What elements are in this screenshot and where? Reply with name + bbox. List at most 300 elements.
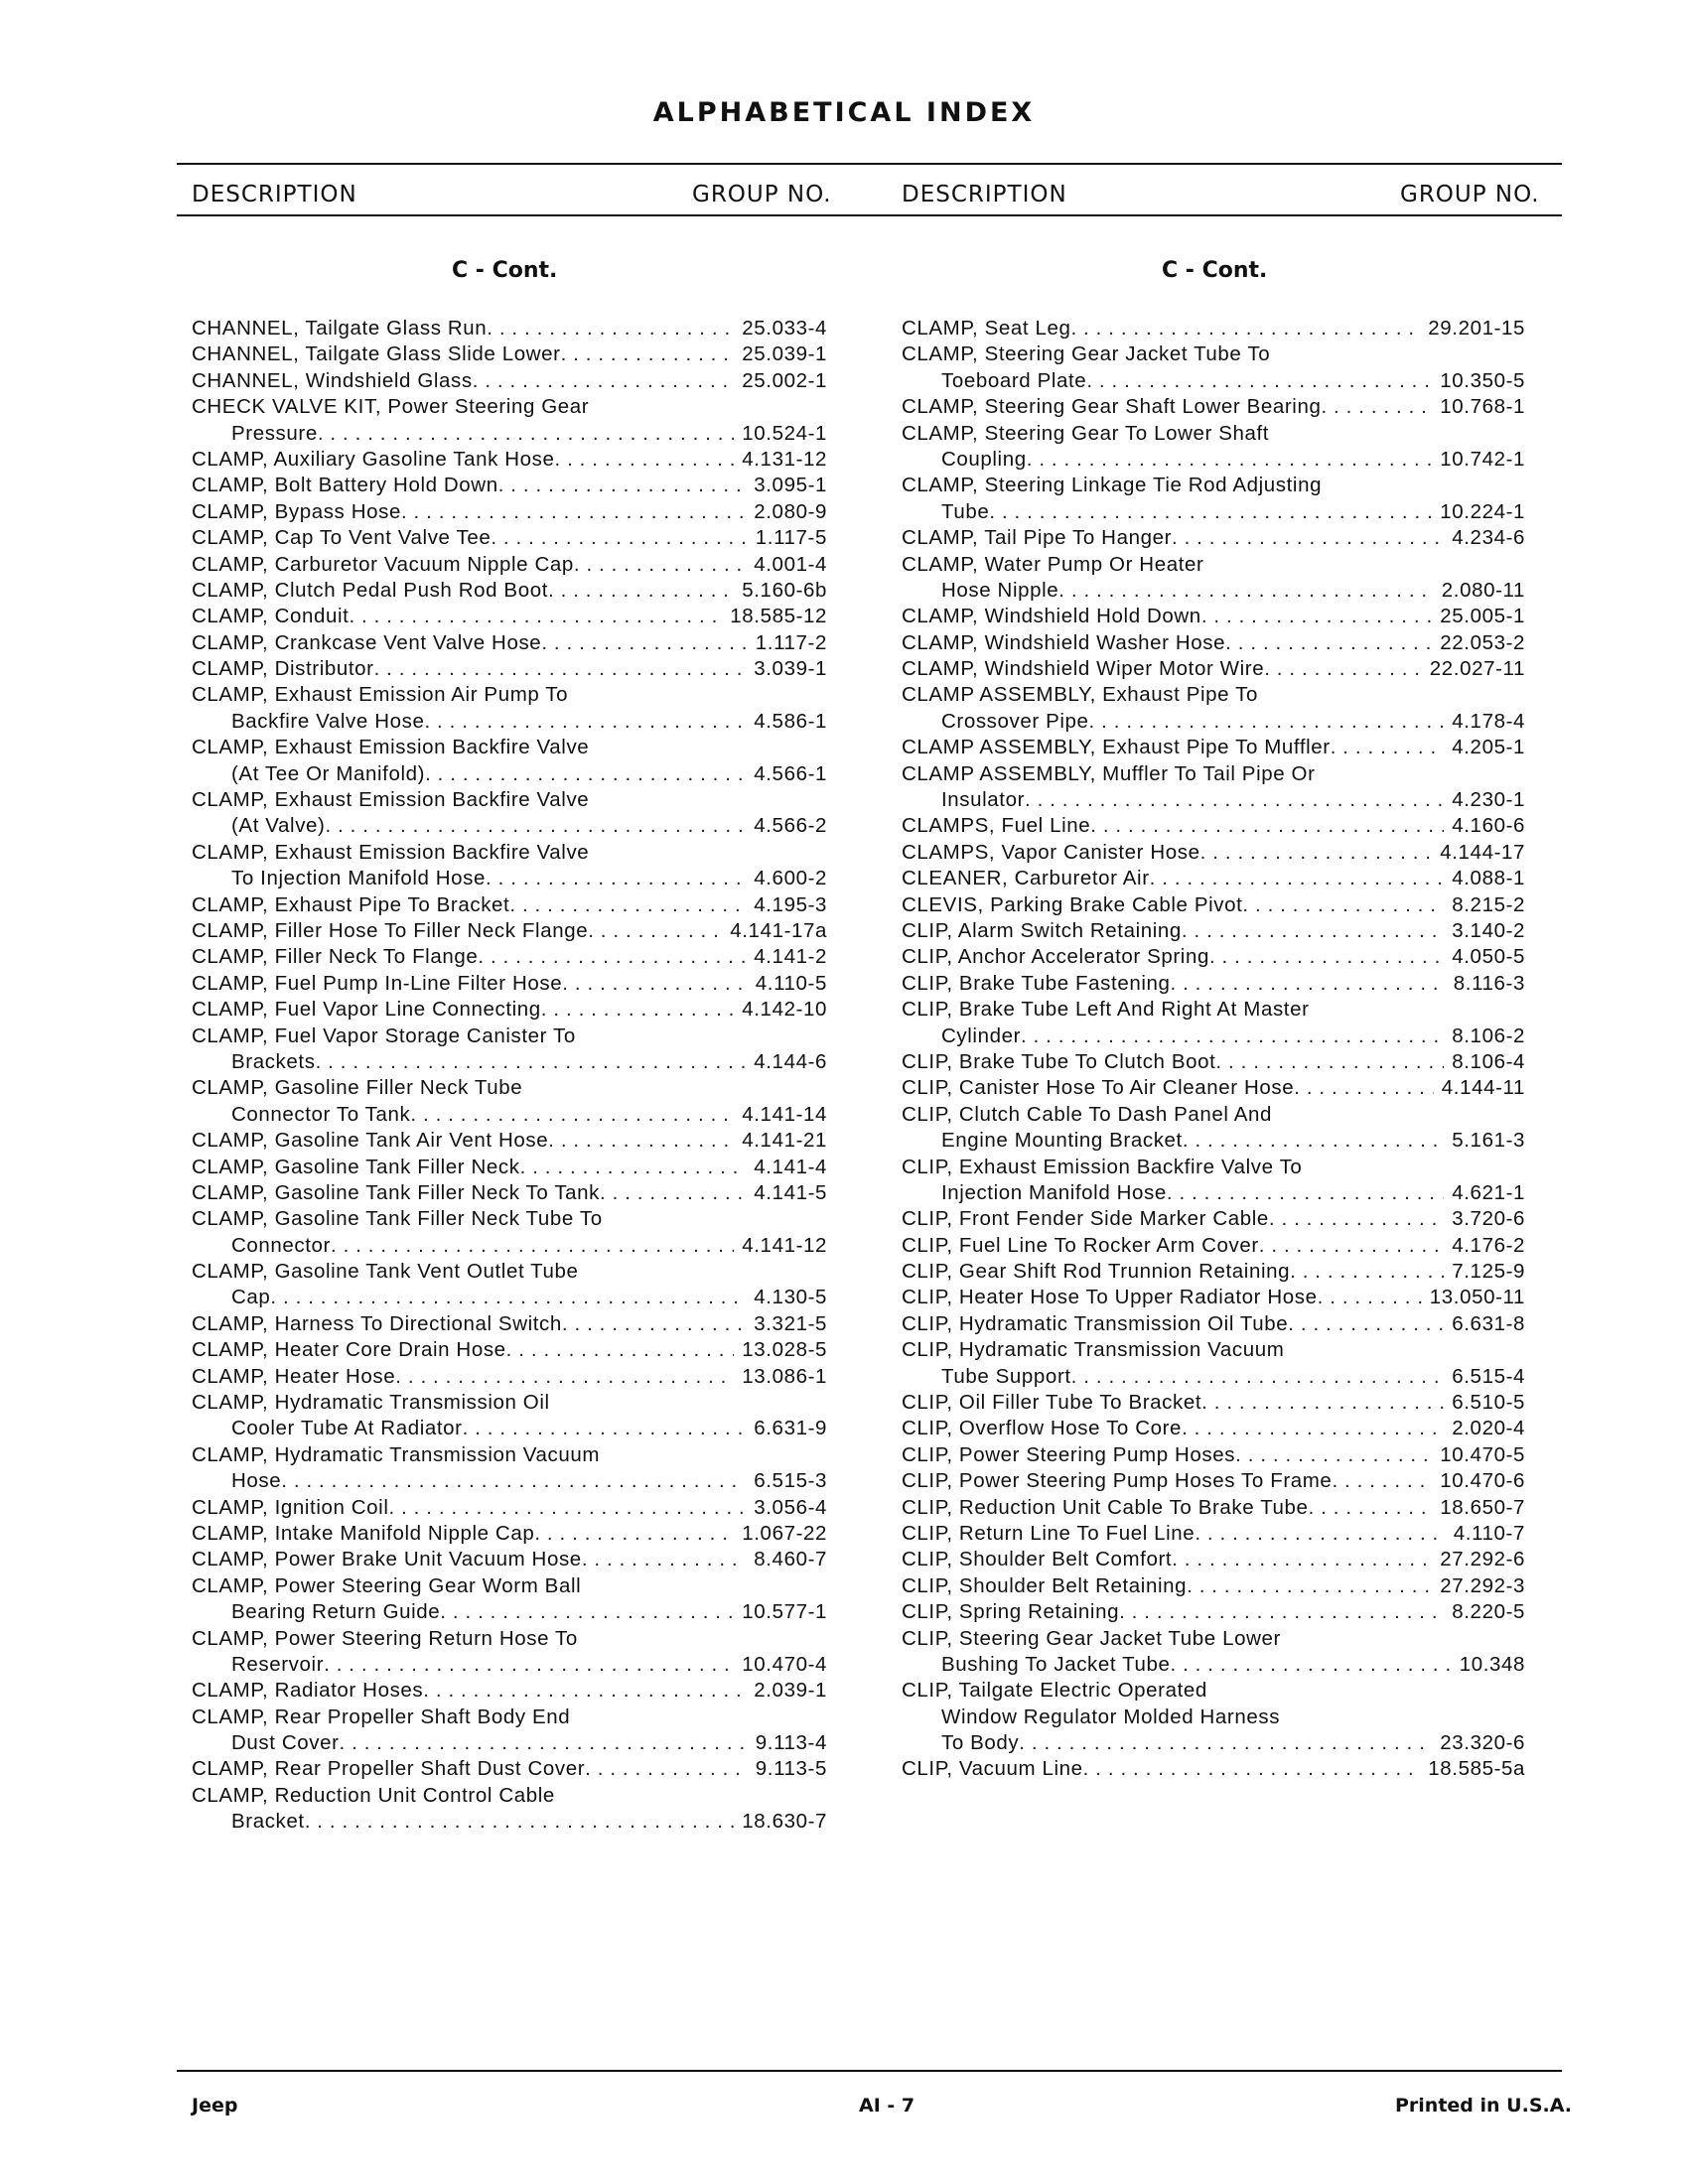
- entry-description: CLAMP, Bolt Battery Hold Down: [192, 474, 498, 497]
- entry-description: CLAMP, Rear Propeller Shaft Body End: [192, 1705, 571, 1728]
- entry-description: CLAMP, Auxiliary Gasoline Tank Hose: [192, 447, 555, 471]
- dot-leader: [1070, 316, 1420, 341]
- dot-leader: [340, 1730, 748, 1756]
- index-entry-line: [192, 866, 827, 891]
- entry-description: CLIP, Oil Filler Tube To Bracket: [902, 1391, 1202, 1415]
- index-entry-line: [192, 1783, 827, 1809]
- entry-description: CLEVIS, Parking Brake Cable Pivot: [902, 892, 1243, 916]
- entry-group-number: 18.585-12: [730, 605, 827, 628]
- dot-leader: [1083, 1756, 1421, 1782]
- index-entry: [192, 1756, 827, 1782]
- entry-group-number: 18.585-5a: [1428, 1757, 1525, 1781]
- index-entry: [902, 1285, 1525, 1310]
- entry-group-number: 4.144-6: [754, 1049, 827, 1073]
- index-entry-line: [902, 656, 1525, 682]
- entry-group-number: 10.470-6: [1440, 1469, 1525, 1493]
- index-entry-line: [192, 604, 827, 629]
- entry-description: Hose: [231, 1469, 282, 1493]
- entry-description: CLAMP, Windshield Wiper Motor Wire: [902, 657, 1265, 681]
- index-entry-line: [192, 1599, 827, 1625]
- index-entry: [902, 997, 1525, 1049]
- index-entry: [192, 1521, 827, 1547]
- entry-group-number: 10.350-5: [1440, 368, 1525, 392]
- index-entry-line: [902, 1468, 1525, 1494]
- index-entry: [902, 1233, 1525, 1259]
- entry-description: Injection Manifold Hose: [941, 1180, 1167, 1204]
- entry-description: Connector To Tank: [231, 1102, 411, 1126]
- entry-group-number: 2.039-1: [754, 1679, 827, 1703]
- dot-leader: [1172, 525, 1444, 551]
- index-entry: [192, 1075, 827, 1128]
- index-entry: [192, 1705, 827, 1757]
- index-entry: [192, 341, 827, 367]
- dot-leader: [395, 1364, 734, 1390]
- entry-description: CLAMP, Gasoline Tank Filler Neck: [192, 1155, 520, 1178]
- index-entry-line: [192, 735, 827, 760]
- index-entry: [192, 971, 827, 997]
- dot-leader: [1215, 1049, 1444, 1075]
- entry-description: CLAMP, Exhaust Emission Backfire Valve: [192, 736, 590, 759]
- entry-description: CLIP, Alarm Switch Retaining: [902, 918, 1182, 942]
- index-entry: [902, 1075, 1525, 1101]
- index-entry-line: [192, 552, 827, 578]
- left-description-header: DESCRIPTION: [192, 182, 357, 207]
- index-entry-line: [902, 1285, 1525, 1310]
- entry-group-number: 4.141-17a: [730, 918, 827, 942]
- entry-description: Cooler Tube At Radiator: [231, 1417, 463, 1440]
- dot-leader: [600, 1180, 746, 1206]
- index-entry-line: [902, 1049, 1525, 1075]
- index-entry: [192, 1364, 827, 1390]
- index-entry: [192, 1155, 827, 1180]
- index-entry: [902, 944, 1525, 970]
- index-entry-line: [902, 1075, 1525, 1101]
- index-entry-line: [902, 944, 1525, 970]
- entry-group-number: 4.088-1: [1452, 867, 1525, 890]
- index-entry-line: [192, 1652, 827, 1678]
- entry-group-number: 9.113-4: [755, 1731, 827, 1755]
- index-entry-line: [192, 473, 827, 498]
- entry-group-number: 3.720-6: [1452, 1207, 1525, 1231]
- index-entry-line: [192, 1730, 827, 1756]
- index-entry: [192, 1024, 827, 1076]
- index-entry: [192, 1573, 827, 1626]
- index-entry-line: [902, 1311, 1525, 1337]
- entry-description: CLIP, Heater Hose To Upper Radiator Hose: [902, 1286, 1318, 1309]
- header-top-rule: [177, 163, 1562, 165]
- index-entry: [902, 1573, 1525, 1599]
- dot-leader: [486, 866, 746, 891]
- entry-group-number: 3.140-2: [1452, 918, 1525, 942]
- entry-description: CLAMP, Exhaust Pipe To Bracket: [192, 892, 510, 916]
- dot-leader: [509, 892, 746, 918]
- entry-description: Tube: [941, 499, 990, 523]
- entry-group-number: 22.053-2: [1440, 630, 1525, 654]
- dot-leader: [1235, 1442, 1432, 1468]
- entry-description: CHANNEL, Tailgate Glass Slide Lower: [192, 342, 561, 366]
- entry-group-number: 10.470-5: [1440, 1442, 1525, 1466]
- index-entry-line: [902, 1521, 1525, 1547]
- entry-description: CLAMP, Carburetor Vacuum Nipple Cap: [192, 552, 574, 576]
- index-entry-line: [902, 735, 1525, 760]
- entry-group-number: 4.160-6: [1452, 814, 1525, 838]
- index-entry: [902, 341, 1525, 394]
- entry-description: CLIP, Brake Tube Left And Right At Master: [902, 998, 1310, 1022]
- entry-description: CLAMPS, Fuel Line: [902, 814, 1091, 838]
- right-section-title: C - Cont.: [1162, 258, 1268, 283]
- entry-description: CLAMP, Gasoline Tank Air Vent Hose: [192, 1129, 549, 1153]
- index-entry: [192, 604, 827, 629]
- index-entry: [192, 944, 827, 970]
- dot-leader: [1209, 944, 1444, 970]
- entry-description: CLAMP, Power Brake Unit Vacuum Hose: [192, 1548, 582, 1571]
- entry-group-number: 27.292-3: [1440, 1573, 1525, 1597]
- index-entry: [192, 316, 827, 341]
- index-entry: [192, 840, 827, 892]
- index-entry: [902, 918, 1525, 944]
- dot-leader: [424, 709, 746, 735]
- entry-description: CLAMP, Fuel Vapor Storage Canister To: [192, 1024, 576, 1047]
- index-entry-line: [192, 971, 827, 997]
- index-entry: [902, 892, 1525, 918]
- dot-leader: [1294, 1075, 1434, 1101]
- index-entry: [192, 997, 827, 1023]
- dot-leader: [585, 1756, 748, 1782]
- index-entry-line: [192, 525, 827, 551]
- entry-description: Engine Mounting Bracket: [941, 1129, 1183, 1153]
- index-entry: [902, 552, 1525, 605]
- index-entry-line: [192, 709, 827, 735]
- dot-leader: [555, 447, 735, 473]
- entry-group-number: 3.056-4: [754, 1495, 827, 1519]
- entry-group-number: 8.106-4: [1452, 1049, 1525, 1073]
- entry-description: Bracket: [231, 1810, 305, 1834]
- entry-description: CLAMP, Power Steering Gear Worm Ball: [192, 1573, 582, 1597]
- entry-group-number: 6.515-3: [754, 1469, 827, 1493]
- entry-group-number: 18.650-7: [1440, 1495, 1525, 1519]
- index-entry: [902, 1155, 1525, 1207]
- dot-leader: [281, 1468, 746, 1494]
- dot-leader: [1167, 1180, 1444, 1206]
- entry-description: CLAMP, Cap To Vent Valve Tee: [192, 526, 492, 550]
- entry-description: CLIP, Brake Tube To Clutch Boot: [902, 1049, 1216, 1073]
- dot-leader: [534, 1521, 734, 1547]
- index-entry: [192, 525, 827, 551]
- dot-leader: [1019, 1730, 1432, 1756]
- entry-group-number: 4.144-17: [1440, 840, 1525, 864]
- entry-group-number: 6.510-5: [1452, 1391, 1525, 1415]
- index-entry-line: [902, 813, 1525, 839]
- dot-leader: [1089, 709, 1445, 735]
- dot-leader: [1172, 1547, 1432, 1572]
- index-entry-line: [902, 341, 1525, 367]
- index-entry: [192, 656, 827, 682]
- index-entry-line: [192, 341, 827, 367]
- index-entry-line: [192, 1102, 827, 1128]
- entry-description: CLAMP, Tail Pipe To Hanger: [902, 526, 1172, 550]
- index-entry-line: [902, 866, 1525, 891]
- entry-group-number: 4.141-4: [754, 1155, 827, 1178]
- index-entry: [192, 1180, 827, 1206]
- footer-brand: Jeep: [192, 2095, 238, 2116]
- index-entry: [902, 971, 1525, 997]
- index-entry: [902, 1259, 1525, 1285]
- dot-leader: [588, 918, 722, 944]
- entry-description: CLAMP ASSEMBLY, Muffler To Tail Pipe Or: [902, 761, 1316, 785]
- index-entry: [902, 1468, 1525, 1494]
- entry-group-number: 5.161-3: [1452, 1129, 1525, 1153]
- index-entry-line: [192, 682, 827, 708]
- index-entry-line: [192, 1180, 827, 1206]
- index-entry: [192, 394, 827, 447]
- dot-leader: [520, 1155, 747, 1180]
- entry-group-number: 4.141-12: [742, 1233, 827, 1257]
- dot-leader: [562, 1311, 746, 1337]
- index-entry-line: [192, 630, 827, 656]
- entry-group-number: 3.039-1: [754, 657, 827, 681]
- entry-group-number: 4.141-14: [742, 1102, 827, 1126]
- entry-group-number: 1.067-22: [742, 1521, 827, 1545]
- entry-description: CLIP, Shoulder Belt Retaining: [902, 1573, 1188, 1597]
- dot-leader: [270, 1285, 746, 1310]
- dot-leader: [1058, 578, 1434, 604]
- index-entry: [192, 578, 827, 604]
- index-entry-line: [192, 1311, 827, 1337]
- index-entry-line: [902, 1128, 1525, 1154]
- entry-description: CLAMP, Water Pump Or Heater: [902, 552, 1204, 576]
- right-description-header: DESCRIPTION: [902, 182, 1067, 207]
- dot-leader: [487, 316, 734, 341]
- index-entry-line: [192, 499, 827, 525]
- entry-group-number: 8.215-2: [1452, 892, 1525, 916]
- index-entry-line: [902, 1233, 1525, 1259]
- entry-description: CLAMP, Clutch Pedal Push Rod Boot: [192, 578, 549, 602]
- entry-group-number: 4.566-2: [754, 814, 827, 838]
- index-entry-line: [192, 368, 827, 394]
- index-entry: [192, 447, 827, 473]
- dot-leader: [498, 473, 747, 498]
- entry-description: To Body: [941, 1731, 1020, 1755]
- entry-group-number: 8.460-7: [754, 1548, 827, 1571]
- entry-group-number: 8.220-5: [1452, 1600, 1525, 1624]
- index-entry-line: [902, 1442, 1525, 1468]
- entry-group-number: 6.515-4: [1452, 1364, 1525, 1388]
- dot-leader: [325, 813, 746, 839]
- entry-group-number: 25.005-1: [1440, 605, 1525, 628]
- index-entry-line: [192, 1337, 827, 1363]
- index-entry-line: [902, 892, 1525, 918]
- index-entry-line: [192, 394, 827, 420]
- entry-group-number: 4.566-1: [754, 761, 827, 785]
- entry-description: Connector: [231, 1233, 331, 1257]
- entry-description: Insulator: [941, 788, 1026, 812]
- index-entry-line: [902, 1416, 1525, 1441]
- entry-description: CLIP, Canister Hose To Air Cleaner Hose: [902, 1076, 1295, 1100]
- dot-leader: [548, 1128, 734, 1154]
- entry-group-number: 8.106-2: [1452, 1024, 1525, 1047]
- entry-group-number: 25.033-4: [742, 317, 827, 340]
- entry-description: Backfire Valve Hose: [231, 709, 425, 733]
- dot-leader: [1086, 368, 1432, 394]
- right-index-column: [902, 316, 1525, 1783]
- index-entry-line: [902, 316, 1525, 341]
- index-entry-line: [902, 630, 1525, 656]
- entry-group-number: 4.001-4: [754, 552, 827, 576]
- dot-leader: [1242, 892, 1444, 918]
- entry-description: CLAMP, Heater Hose: [192, 1364, 396, 1388]
- footer-page-number: AI - 7: [859, 2095, 915, 2116]
- entry-description: CLAMP, Filler Hose To Filler Neck Flange: [192, 918, 589, 942]
- index-entry: [192, 1626, 827, 1679]
- entry-description: CHECK VALVE KIT, Power Steering Gear: [192, 395, 590, 419]
- index-entry-line: [902, 525, 1525, 551]
- entry-group-number: 25.002-1: [742, 368, 827, 392]
- entry-group-number: 4.141-21: [742, 1129, 827, 1153]
- entry-group-number: 6.631-9: [754, 1417, 827, 1440]
- entry-description: CLAMP, Rear Propeller Shaft Dust Cover: [192, 1757, 586, 1781]
- index-entry-line: [902, 1626, 1525, 1652]
- dot-leader: [305, 1809, 735, 1835]
- entry-description: CLIP, Exhaust Emission Backfire Valve To: [902, 1155, 1303, 1178]
- entry-group-number: 3.095-1: [754, 474, 827, 497]
- index-entry-line: [192, 1285, 827, 1310]
- left-section-title: C - Cont.: [452, 258, 558, 283]
- entry-description: CLAMP, Filler Neck To Flange: [192, 945, 479, 969]
- index-entry-line: [192, 1547, 827, 1572]
- entry-group-number: 4.141-2: [754, 945, 827, 969]
- index-entry: [192, 552, 827, 578]
- entry-description: CLAMP, Exhaust Emission Air Pump To: [192, 683, 569, 707]
- entry-description: CLAMP, Windshield Hold Down: [902, 605, 1201, 628]
- index-entry-line: [902, 1652, 1525, 1678]
- index-entry-line: [192, 1442, 827, 1468]
- entry-description: CLIP, Power Steering Pump Hoses To Frame: [902, 1469, 1333, 1493]
- entry-group-number: 27.292-6: [1440, 1548, 1525, 1571]
- entry-description: Bushing To Jacket Tube: [941, 1652, 1171, 1676]
- entry-description: CLAMP, Heater Core Drain Hose: [192, 1338, 506, 1362]
- index-entry: [902, 1049, 1525, 1075]
- index-entry: [902, 421, 1525, 474]
- entry-description: CLAMP, Exhaust Emission Backfire Valve: [192, 840, 590, 864]
- dot-leader: [401, 499, 746, 525]
- entry-description: CLIP, Overflow Hose To Core: [902, 1417, 1183, 1440]
- index-entry-line: [902, 552, 1525, 578]
- entry-description: CLAMP, Bypass Hose: [192, 499, 401, 523]
- entry-description: Bearing Return Guide: [231, 1600, 441, 1624]
- entry-group-number: 13.028-5: [742, 1338, 827, 1362]
- index-entry-line: [902, 1155, 1525, 1180]
- index-entry-line: [902, 578, 1525, 604]
- dot-leader: [478, 944, 746, 970]
- entry-description: CLAMP, Steering Gear To Lower Shaft: [902, 421, 1270, 445]
- dot-leader: [1195, 1521, 1445, 1547]
- entry-description: CLAMP, Crankcase Vent Valve Hose: [192, 630, 542, 654]
- index-entry-line: [902, 1337, 1525, 1363]
- dot-leader: [1264, 656, 1422, 682]
- index-entry-line: [192, 1128, 827, 1154]
- entry-group-number: 18.630-7: [742, 1810, 827, 1834]
- index-entry-line: [902, 918, 1525, 944]
- dot-leader: [1318, 1285, 1422, 1310]
- index-entry: [192, 1206, 827, 1259]
- dot-leader: [548, 578, 734, 604]
- entry-description: CLIP, Front Fender Side Marker Cable: [902, 1207, 1269, 1231]
- dot-leader: [1331, 735, 1445, 760]
- dot-leader: [1288, 1311, 1444, 1337]
- entry-group-number: 4.176-2: [1452, 1233, 1525, 1257]
- entry-group-number: 4.050-5: [1452, 945, 1525, 969]
- entry-description: CLAMP, Seat Leg: [902, 317, 1071, 340]
- index-entry-line: [192, 1756, 827, 1782]
- index-entry: [902, 813, 1525, 839]
- dot-leader: [410, 1102, 734, 1128]
- entry-group-number: 13.086-1: [742, 1364, 827, 1388]
- entry-description: Toeboard Plate: [941, 368, 1087, 392]
- index-entry: [902, 1442, 1525, 1468]
- index-entry-line: [902, 1756, 1525, 1782]
- index-entry: [902, 866, 1525, 891]
- dot-leader: [331, 1233, 734, 1259]
- entry-description: CLAMP ASSEMBLY, Exhaust Pipe To Muffler: [902, 736, 1331, 759]
- dot-leader: [1071, 1364, 1445, 1390]
- index-entry-line: [192, 918, 827, 944]
- index-entry: [902, 1337, 1525, 1390]
- dot-leader: [1021, 1024, 1444, 1049]
- dot-leader: [349, 604, 722, 629]
- entry-group-number: 4.586-1: [754, 709, 827, 733]
- entry-group-number: 4.621-1: [1452, 1180, 1525, 1204]
- entry-group-number: 4.234-6: [1452, 526, 1525, 550]
- entry-description: Reservoir: [231, 1652, 325, 1676]
- dot-leader: [1187, 1573, 1432, 1599]
- entry-description: Crossover Pipe: [941, 709, 1089, 733]
- index-entry: [192, 1678, 827, 1704]
- entry-group-number: 10.224-1: [1440, 499, 1525, 523]
- dot-leader: [989, 499, 1432, 525]
- dot-leader: [1269, 1206, 1444, 1232]
- dot-leader: [1171, 1652, 1452, 1678]
- dot-leader: [1119, 1599, 1444, 1625]
- index-entry-line: [192, 1416, 827, 1441]
- index-entry-line: [902, 709, 1525, 735]
- entry-description: CLIP, Spring Retaining: [902, 1600, 1120, 1624]
- index-entry: [192, 1128, 827, 1154]
- entry-group-number: 4.178-4: [1452, 709, 1525, 733]
- entry-description: Brackets: [231, 1049, 316, 1073]
- entry-description: CLAMP, Hydramatic Transmission Vacuum: [192, 1442, 601, 1466]
- dot-leader: [423, 1678, 746, 1704]
- entry-group-number: 4.205-1: [1452, 736, 1525, 759]
- entry-description: CLAMP, Radiator Hoses: [192, 1679, 424, 1703]
- entry-description: CLIP, Gear Shift Rod Trunnion Retaining: [902, 1260, 1291, 1284]
- index-entry-line: [192, 997, 827, 1023]
- dot-leader: [1201, 604, 1432, 629]
- index-entry-line: [192, 813, 827, 839]
- page-title: ALPHABETICAL INDEX: [652, 97, 1036, 128]
- entry-description: CLIP, Steering Gear Jacket Tube Lower: [902, 1626, 1281, 1650]
- entry-group-number: 23.320-6: [1440, 1731, 1525, 1755]
- index-entry-line: [902, 1495, 1525, 1521]
- index-entry: [192, 1259, 827, 1311]
- entry-description: CLIP, Brake Tube Fastening: [902, 971, 1171, 995]
- entry-group-number: 7.125-9: [1452, 1260, 1525, 1284]
- entry-group-number: 25.039-1: [742, 342, 827, 366]
- index-entry: [902, 525, 1525, 551]
- index-entry-line: [192, 761, 827, 787]
- index-entry-line: [902, 499, 1525, 525]
- index-entry: [902, 473, 1525, 525]
- index-entry-line: [902, 1364, 1525, 1390]
